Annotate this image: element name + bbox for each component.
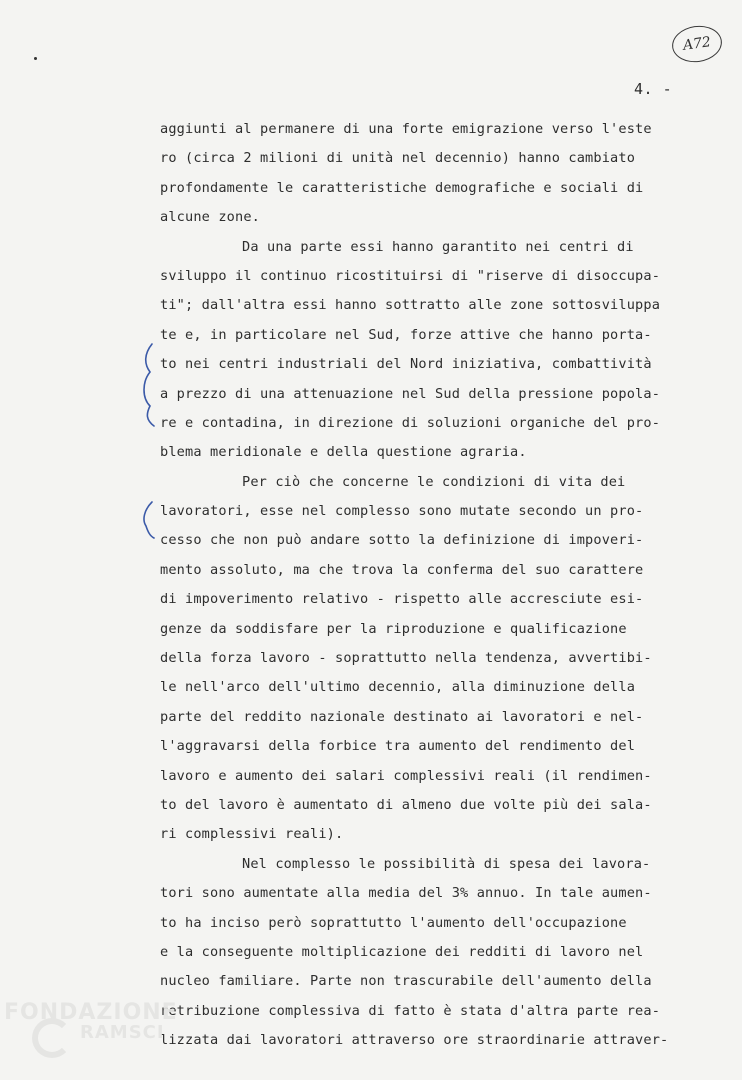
handwritten-bracket-mark [138,500,158,540]
text-line: aggiunti al permanere di una forte emigrazione verso l'este [160,121,652,137]
text-line: alcune zone. [160,209,261,226]
watermark-line-2: RAMSCI [80,1022,165,1043]
text-line: Per ciò che concerne le condizioni di vita dei [242,473,626,490]
text-line: re e contadina, in direzione di soluzioni organiche del pro- [160,414,661,431]
handwritten-bracket-mark [138,342,158,428]
watermark-line-1: FONDAZIONE [4,1000,178,1025]
text-line: blema meridionale e della questione agraria. [160,444,527,461]
text-line: nucleo familiare. Parte non trascurabile dell'aumento della [160,973,652,990]
text-line: mento assoluto, ma che trova la conferma del suo carattere [160,561,644,578]
text-line: to ha inciso però soprattutto l'aumento dell'occupazione [160,914,627,931]
text-line: lavoro e aumento dei salari complessivi reali (il rendimen- [160,767,652,784]
archive-stamp [670,23,725,66]
text-line: retribuzione complessiva di fatto è stata d'altra parte rea- [160,1002,661,1019]
text-line: to nei centri industriali del Nord iniziativa, combattività [160,356,652,373]
text-line: lavoratori, esse nel complesso sono mutate secondo un pro- [160,503,644,520]
archive-stamp-label: A72 [682,34,712,54]
ink-dot [34,57,37,60]
text-line: Da una parte essi hanno garantito nei centri di [242,238,634,255]
text-line: genze da soddisfare per la riproduzione e qualificazione [160,620,627,637]
text-line: di impoverimento relativo - rispetto alle accresciute esi- [160,591,644,608]
page-number: 4. - [634,80,673,98]
text-line: ri complessivi reali). [160,826,344,843]
text-line: e la conseguente moltiplicazione dei redditi di lavoro nel [160,943,644,960]
text-line: le nell'arco dell'ultimo decennio, alla diminuzione della [160,679,636,696]
text-line: ti"; dall'altra essi hanno sottratto alle zone sottosviluppa [160,297,661,314]
text-line: a prezzo di una attenuazione nel Sud della pressione popola- [160,385,661,402]
text-line: Nel complesso le possibilità di spesa dei lavora- [242,855,651,872]
foundation-watermark-logo [4,996,204,1076]
text-line: cesso che non può andare sotto la definizione di impoveri- [160,532,644,549]
text-line: sviluppo il continuo ricostituirsi di "riserve di disoccupa- [160,267,661,284]
text-line: parte del reddito nazionale destinato ai lavoratori e nel- [160,708,644,725]
text-line: te e, in particolare nel Sud, forze attive che hanno porta- [160,326,652,343]
text-line: ro (circa 2 milioni di unità nel decennio) hanno cambiato [160,150,636,167]
text-line: della forza lavoro - soprattutto nella tendenza, avvertibi- [160,650,652,667]
watermark-g-mark [32,1018,72,1058]
text-line: tori sono aumentate alla media del 3% annuo. In tale aumen- [160,885,652,902]
text-line: lizzata dai lavoratori attraverso ore straordinarie attraver- [160,1032,669,1049]
text-line: l'aggravarsi della forbice tra aumento del rendimento del [160,738,636,755]
typed-text-body [160,115,700,1056]
text-line: to del lavoro è aumentato di almeno due volte più dei sala- [160,796,652,813]
text-line: profondamente le caratteristiche demografiche e sociali di [160,179,644,196]
